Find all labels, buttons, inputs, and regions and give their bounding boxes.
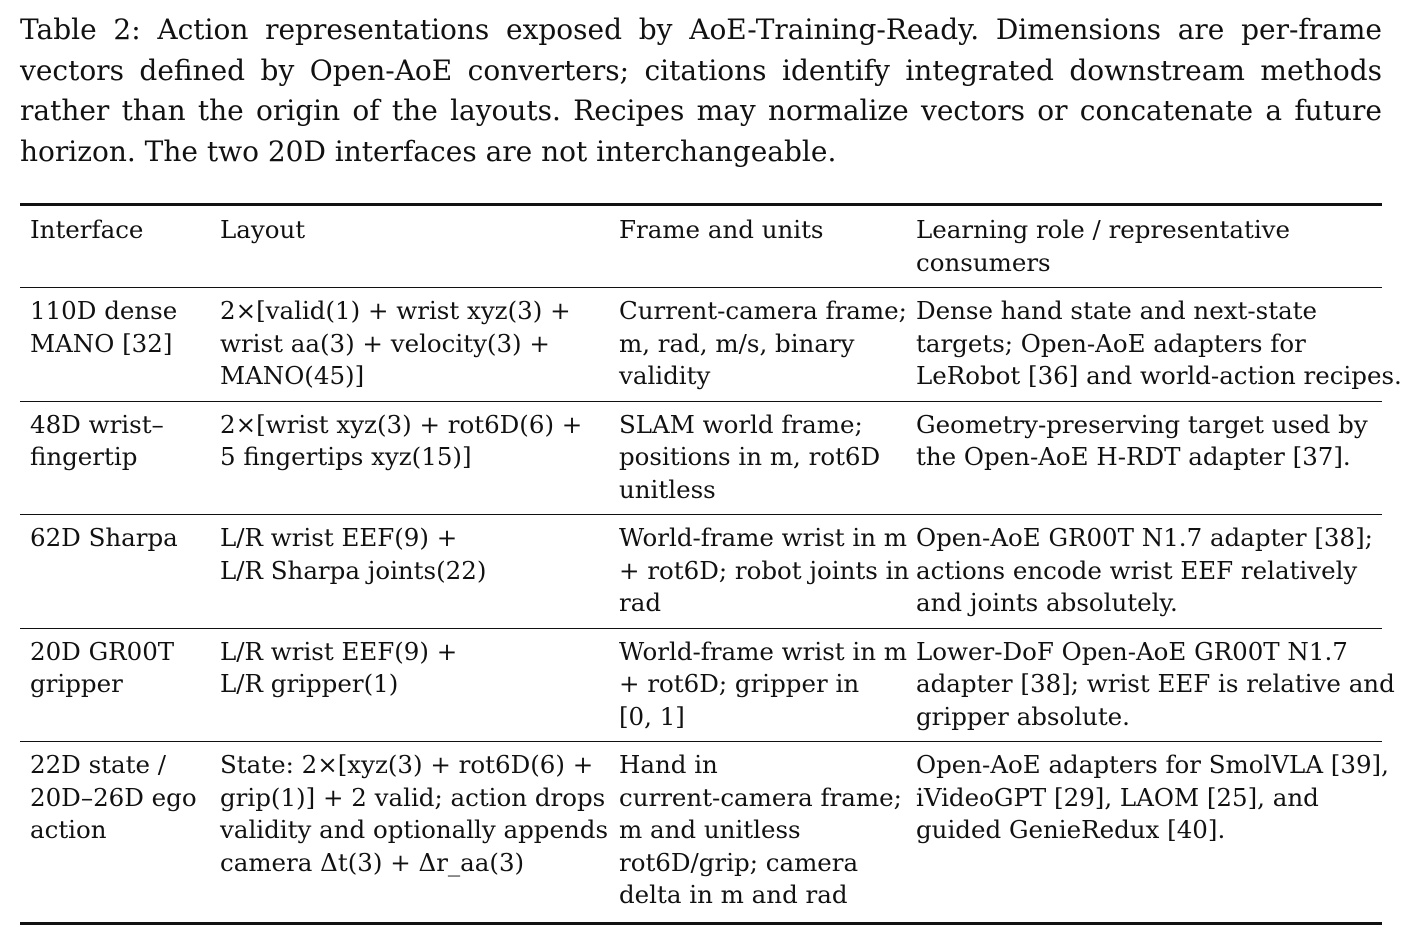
cell-layout-line: State: 2×[xyz(3) + rot6D(6) +	[220, 750, 594, 779]
cell-learning-role-line: Geometry-preserving target used by	[916, 409, 1368, 439]
cell-frame-and-units-line: m, rad, m/s, binary	[619, 328, 855, 358]
cell-frame-and-units	[609, 401, 906, 515]
header-learning-role: Learning role / representative consumers	[906, 205, 1382, 288]
cell-frame-and-units	[609, 628, 906, 742]
cell-learning-role	[906, 288, 1402, 402]
cell-frame-and-units-line: positions in m, rot6D	[619, 442, 881, 471]
cell-learning-role	[906, 401, 1382, 515]
cell-interface-line: gripper	[30, 669, 123, 698]
cell-learning-role-line: guided GenieRedux [40].	[916, 815, 1226, 844]
table-row	[20, 401, 1382, 515]
cell-learning-role-line: Lower-DoF Open-AoE GR00T N1.7	[916, 636, 1348, 666]
cell-frame-and-units-line: unitless	[619, 474, 716, 504]
cell-frame-and-units-line: Hand in	[619, 750, 718, 779]
cell-interface	[20, 628, 210, 742]
cell-interface	[20, 742, 210, 924]
cell-interface	[20, 515, 210, 629]
cell-interface-line: MANO [32]	[30, 328, 173, 358]
cell-layout-line: validity and optionally appends	[220, 815, 609, 844]
cell-learning-role-line: iVideoGPT [29], LAOM [25], and	[916, 782, 1319, 812]
cell-interface	[20, 401, 210, 515]
table-row	[20, 515, 1382, 629]
cell-layout-line: wrist aa(3) + velocity(3) +	[220, 328, 550, 358]
cell-frame-and-units-line: current-camera frame;	[619, 782, 902, 812]
cell-learning-role	[906, 628, 1395, 742]
cell-layout	[210, 288, 609, 402]
cell-learning-role-line: Open-AoE GR00T N1.7 adapter [38];	[916, 523, 1373, 552]
cell-layout	[210, 628, 609, 742]
header-interface: Interface	[20, 205, 210, 288]
cell-interface	[20, 288, 210, 402]
table-row	[20, 628, 1382, 742]
table-body	[20, 288, 1402, 924]
cell-layout-line: MANO(45)]	[220, 361, 365, 390]
header-frame-and-units: Frame and units	[609, 205, 906, 288]
cell-frame-and-units	[609, 515, 910, 629]
cell-interface-line: 22D state /	[30, 750, 167, 779]
cell-layout-line: L/R Sharpa joints(22)	[220, 555, 487, 585]
cell-frame-and-units-line: rad	[619, 588, 662, 617]
cell-interface-line: 20D GR00T	[30, 636, 175, 666]
cell-learning-role	[906, 742, 1389, 924]
cell-frame-and-units-line: SLAM world frame;	[619, 409, 863, 439]
cell-layout-line: L/R wrist EEF(9) +	[220, 636, 458, 666]
cell-layout-line: 2×[wrist xyz(3) + rot6D(6) +	[220, 409, 583, 439]
header-layout: Layout	[210, 205, 609, 288]
cell-frame-and-units-line: [0, 1]	[619, 701, 685, 731]
cell-interface-line: 62D Sharpa	[30, 523, 178, 552]
cell-interface-line: 48D wrist–	[30, 409, 164, 439]
cell-learning-role-line: gripper absolute.	[916, 701, 1130, 731]
cell-frame-and-units-line: delta in m and rad	[619, 880, 848, 909]
table-header-row	[20, 205, 1382, 288]
cell-learning-role-line: targets; Open-AoE adapters for	[916, 328, 1306, 358]
cell-interface-line: 20D–26D ego	[30, 782, 197, 812]
cell-interface-line: 110D dense	[30, 296, 178, 325]
cell-frame-and-units	[609, 288, 906, 402]
table-row	[20, 742, 1382, 924]
cell-layout-line: camera Δt(3) + Δr_aa(3)	[220, 847, 525, 877]
cell-layout	[210, 401, 609, 515]
cell-layout-line: 2×[valid(1) + wrist xyz(3) +	[220, 296, 571, 325]
cell-frame-and-units	[609, 742, 906, 924]
cell-frame-and-units-line: World-frame wrist in m	[619, 636, 908, 666]
cell-learning-role-line: Open-AoE adapters for SmolVLA [39],	[916, 750, 1389, 779]
cell-frame-and-units-line: validity	[619, 361, 711, 390]
cell-learning-role-line: Dense hand state and next-state	[916, 296, 1318, 325]
cell-frame-and-units-line: + rot6D; gripper in	[619, 669, 860, 698]
cell-frame-and-units-line: rot6D/grip; camera	[619, 847, 859, 877]
cell-layout-line: L/R gripper(1)	[220, 669, 399, 698]
cell-learning-role-line: LeRobot [36] and world-action recipes.	[916, 361, 1402, 390]
cell-frame-and-units-line: + rot6D; robot joints in	[619, 555, 910, 585]
cell-layout-line: L/R wrist EEF(9) +	[220, 523, 458, 552]
cell-learning-role-line: actions encode wrist EEF relatively	[916, 555, 1358, 585]
cell-frame-and-units-line: Current-camera frame;	[619, 296, 907, 325]
cell-layout	[210, 742, 609, 924]
cell-learning-role	[906, 515, 1382, 629]
cell-frame-and-units-line: m and unitless	[619, 815, 801, 844]
cell-learning-role-line: the Open-AoE H-RDT adapter [37].	[916, 442, 1351, 471]
cell-interface-line: fingertip	[30, 442, 138, 471]
cell-layout-line: 5 fingertips xyz(15)]	[220, 442, 472, 471]
cell-interface-line: action	[30, 815, 107, 844]
cell-frame-and-units-line: World-frame wrist in m	[619, 523, 908, 552]
action-representations-table	[20, 203, 1402, 925]
cell-learning-role-line: and joints absolutely.	[916, 588, 1178, 617]
table-row	[20, 288, 1382, 402]
cell-learning-role-line: adapter [38]; wrist EEF is relative and	[916, 669, 1395, 698]
cell-layout	[210, 515, 609, 629]
cell-layout-line: grip(1)] + 2 valid; action drops	[220, 782, 606, 812]
table-caption: Table 2: Action representations exposed by AoE-Training-Ready. Dimensions are per-frame vectors defined by Open-AoE converters; citations identify integrated downstream methods rather than the origin of the layouts. Recipes may normalize vectors or concatenate a future horizon. The two 20D interfaces are not interchangeable.	[20, 13, 1382, 168]
